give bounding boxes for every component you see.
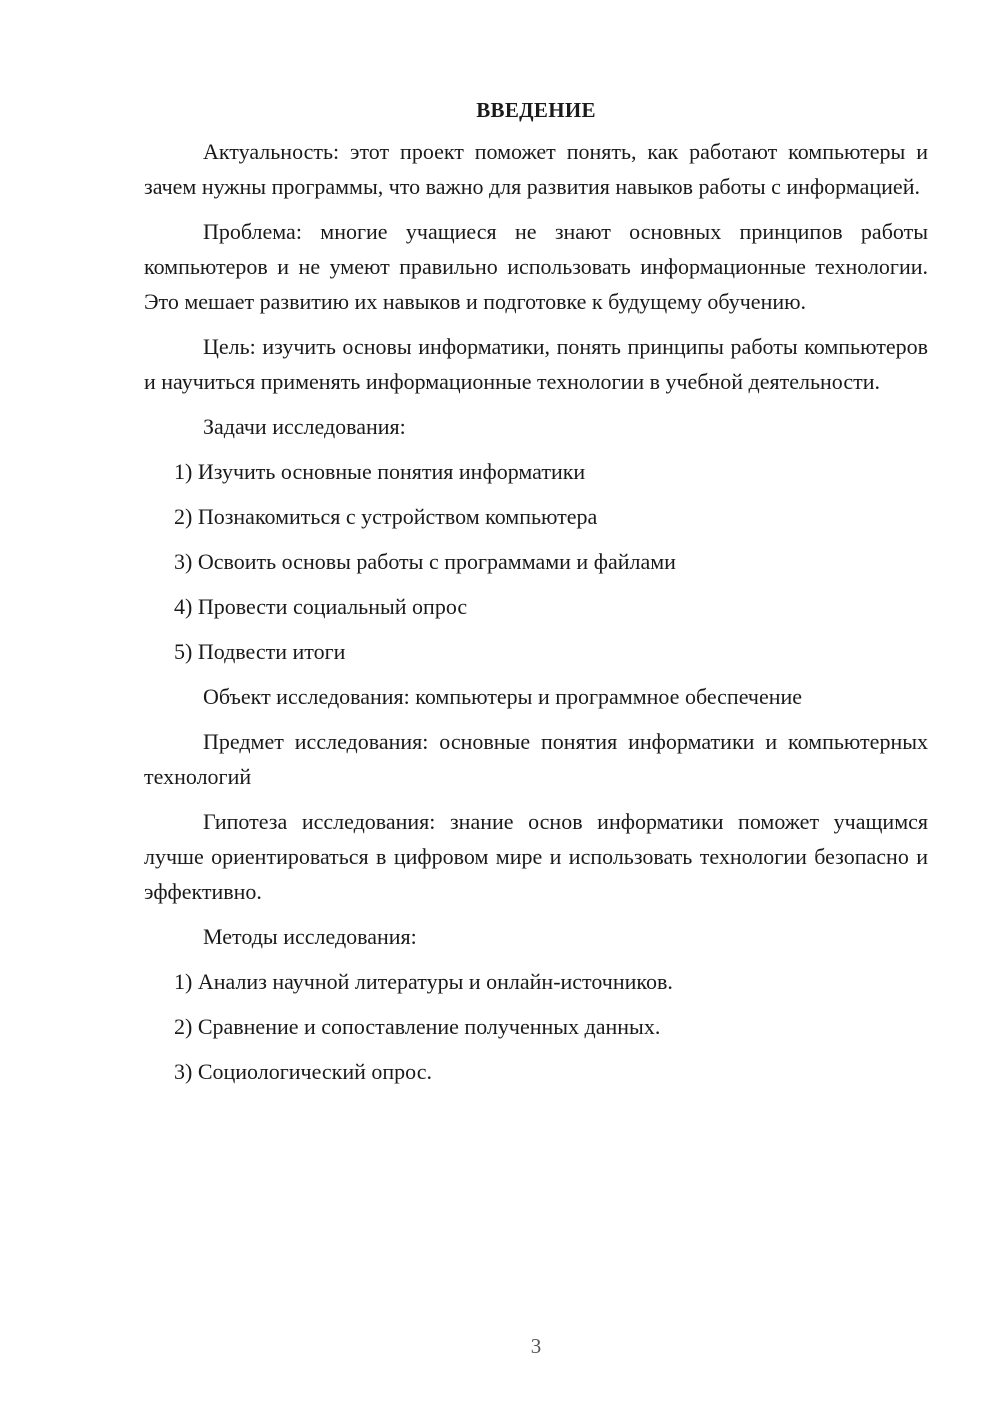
object-paragraph: Объект исследования: компьютеры и программное обеспечение <box>203 684 803 709</box>
list-item: 2) Сравнение и сопоставление полученных данных. <box>174 1014 661 1039</box>
page-number: 3 <box>530 1334 542 1358</box>
methods-heading: Методы исследования: <box>203 924 417 949</box>
list-item: 3) Социологический опрос. <box>174 1059 432 1084</box>
list-item: 3) Освоить основы работы с программами и файлами <box>174 549 676 574</box>
list-item: 5) Подвести итоги <box>174 639 346 664</box>
list-item: 4) Провести социальный опрос <box>174 594 468 619</box>
list-item: 2) Познакомиться с устройством компьютера <box>174 504 598 529</box>
tasks-list <box>144 454 928 669</box>
page-content <box>144 92 928 1099</box>
methods-list <box>144 964 928 1089</box>
problem-paragraph: Проблема: многие учащиеся не знают основных принципов работы компьютеров и не умеют правильно использовать информационные технологии. Это мешает развитию их навыков и подготовке к будущему обучению. <box>144 219 928 314</box>
hypothesis-paragraph: Гипотеза исследования: знание основ информатики поможет учащимся лучше ориентироваться в цифровом мире и использовать технологии безопасно и эффективно. <box>144 809 928 904</box>
list-item: 1) Анализ научной литературы и онлайн-источников. <box>174 969 673 994</box>
section-title: ВВЕДЕНИЕ <box>476 98 596 122</box>
relevance-paragraph: Актуальность: этот проект поможет понять, как работают компьютеры и зачем нужны программы, что важно для развития навыков работы с информацией. <box>144 139 928 199</box>
subject-paragraph: Предмет исследования: основные понятия информатики и компьютерных технологий <box>144 729 928 789</box>
goal-paragraph: Цель: изучить основы информатики, понять принципы работы компьютеров и научиться применять информационные технологии в учебной деятельности. <box>144 334 928 394</box>
list-item: 1) Изучить основные понятия информатики <box>174 459 586 484</box>
tasks-heading: Задачи исследования: <box>203 414 406 439</box>
